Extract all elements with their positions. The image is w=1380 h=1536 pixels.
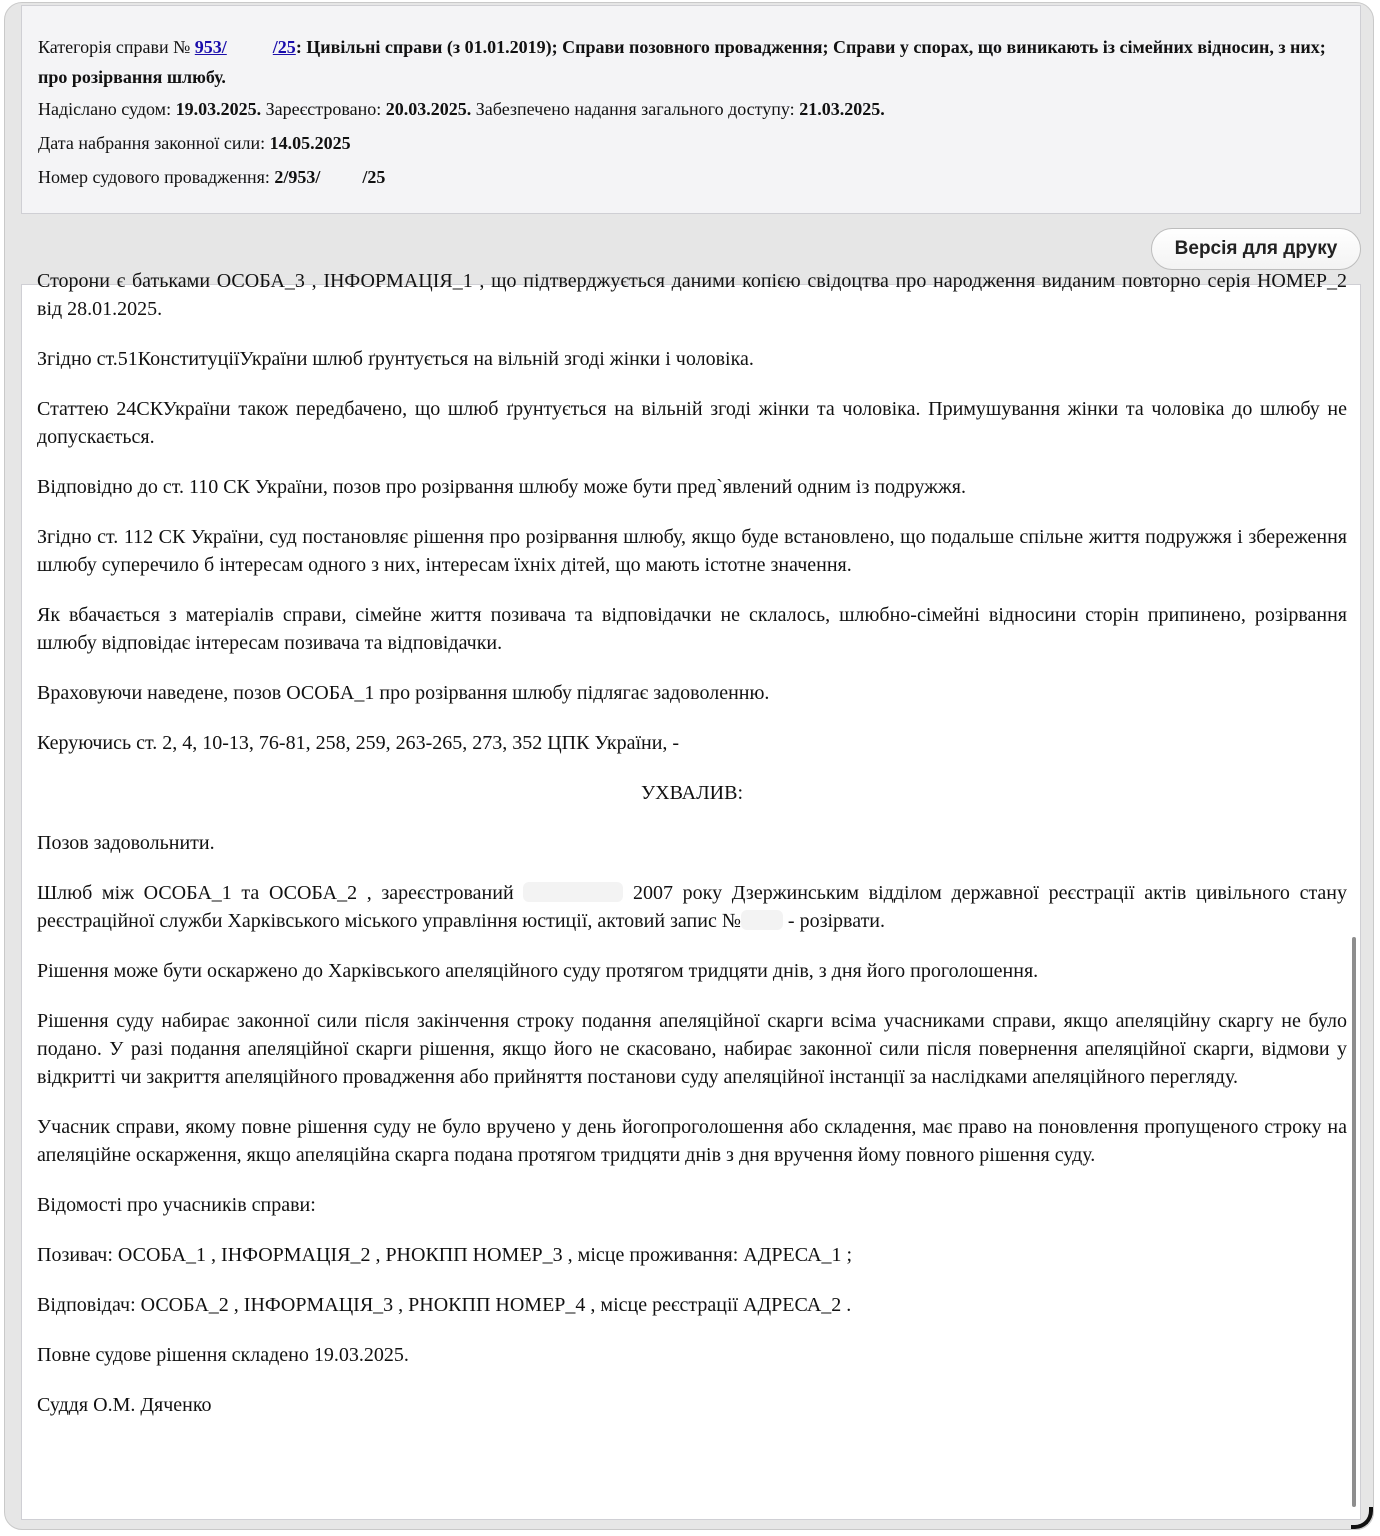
plaintiff-info: Позивач: ОСОБА_1 , ІНФОРМАЦІЯ_2 , РНОКПП НОМЕР_3 , місце проживання: АДРЕСА_1 ; — [37, 1244, 853, 1266]
scrollbar[interactable] — [1352, 937, 1356, 1507]
registered-value: 20.03.2025. — [385, 99, 472, 119]
paragraph: Позов задовольнити. — [37, 832, 215, 854]
proceeding-label: Номер судового провадження: — [38, 167, 270, 187]
redacted-date — [523, 882, 623, 902]
registered-label: Зареєстровано: — [265, 99, 382, 119]
redacted-record-number — [741, 910, 783, 930]
effective-value: 14.05.2025 — [269, 133, 351, 153]
effective-date-row — [38, 128, 1346, 158]
document-viewer[interactable] — [21, 270, 1361, 1520]
proceeding-value: 2/953/ /25 — [274, 167, 386, 187]
paragraph: Згідно ст.51КонституціїУкраїни шлюб ґрунтується на вільній згоді жінки і чоловіка. — [37, 348, 754, 370]
paragraph: Враховуючи наведене, позов ОСОБА_1 про розірвання шлюбу підлягає задоволенню. — [37, 682, 770, 704]
paragraph: Керуючись ст. 2, 4, 10-13, 76-81, 258, 259, 263-265, 273, 352 ЦПК України, - — [37, 732, 680, 754]
paragraph: Учасник справи, якому повне рішення суду не було вручено у день йогопроголошення або складення, має право на поновлення пропущеного строку на апеляційне оскарження, якщо апеляційна скарга подана протягом тридцяти днів з дня вручення йому повного рішення суду. — [37, 1116, 1347, 1166]
access-label: Забезпечено надання загального доступу: — [475, 99, 795, 119]
sent-value: 19.03.2025. — [175, 99, 262, 119]
access-value: 21.03.2025. — [799, 99, 885, 119]
proceeding-number-row — [38, 162, 1346, 192]
window-corner — [1351, 1507, 1373, 1529]
browser-frame — [4, 2, 1374, 1530]
paragraph: Повне судове рішення складено 19.03.2025. — [37, 1344, 409, 1366]
paragraph: Відомості про учасників справи: — [37, 1194, 316, 1216]
case-number-link[interactable]: 953/ /25 — [194, 37, 296, 57]
marriage-dissolution-paragraph: Шлюб між ОСОБА_1 та ОСОБА_2 , зареєстрований 2007 року Дзержинським відділом державної реєстрації актів цивільного стану реєстраційної служби Харківського міського управління юстиції, актовий запис № - розірвати. — [37, 882, 1348, 932]
paragraph: Як вбачається з матеріалів справи, сімейне життя позивача та відповідачки не склалось, шлюбно-сімейні відносини сторін припинено, розірвання шлюбу відповідає інтересам позивача та відповідачки. — [37, 604, 1347, 654]
judge-signature: Суддя О.М. Дяченко — [37, 1394, 212, 1416]
paragraph: Рішення суду набирає законної сили після закінчення строку подання апеляційної скарги всіма учасниками справи, якщо апеляційну скаргу не було подано. У разі подання апеляційної скарги рішення, якщо його не скасовано, набирає законної сили після повернення апеляційної скарги, відмови у відкритті чи закриття апеляційного провадження або прийняття постанови суду апеляційної інстанції за наслідками апеляційного перегляду. — [37, 1010, 1347, 1088]
case-info-panel — [21, 5, 1361, 214]
case-category-label: Категорія справи № — [38, 37, 191, 57]
paragraph: Згідно ст. 112 СК України, суд постановляє рішення про розірвання шлюбу, якщо буде встановлено, що подальше спільне життя подружжя і збереження шлюбу суперечило б інтересам одного з них, інтересам їхніх дітей, що мають істотне значення. — [37, 526, 1347, 576]
case-category-value: : Цивільні справи (з 01.01.2019); Справи позовного провадження; Справи у спорах, що виникають із сімейних відносин, з них; про розірвання шлюбу. — [38, 37, 1326, 87]
sent-label: Надіслано судом: — [38, 99, 172, 119]
print-version-button[interactable]: Версія для друку — [1151, 228, 1361, 270]
paragraph: Статтею 24СКУкраїни також передбачено, що шлюб ґрунтується на вільній згоді жінки та чоловіка. Примушування жінки та чоловіка до шлюбу не допускається. — [37, 398, 1347, 448]
defendant-info: Відповідач: ОСОБА_2 , ІНФОРМАЦІЯ_3 , РНОКПП НОМЕР_4 , місце реєстрації АДРЕСА_2 . — [37, 1294, 852, 1316]
document-text — [37, 267, 1347, 1441]
paragraph: Рішення може бути оскаржено до Харківського апеляційного суду протягом тридцяти днів, з дня його проголошення. — [37, 960, 1039, 982]
paragraph: Відповідно до ст. 110 СК України, позов про розірвання шлюбу може бути пред`явлений одним із подружжя. — [37, 476, 967, 498]
effective-label: Дата набрання законної сили: — [38, 133, 266, 153]
decision-heading: УХВАЛИВ: — [640, 782, 744, 804]
paragraph: Сторони є батьками ОСОБА_3 , ІНФОРМАЦІЯ_1 , що підтверджується даними копією свідоцтва про народження виданим повторно серія НОМЕР_2 від 28.01.2025. — [37, 270, 1347, 320]
dates-row — [38, 94, 1346, 124]
case-category-row — [38, 32, 1346, 92]
